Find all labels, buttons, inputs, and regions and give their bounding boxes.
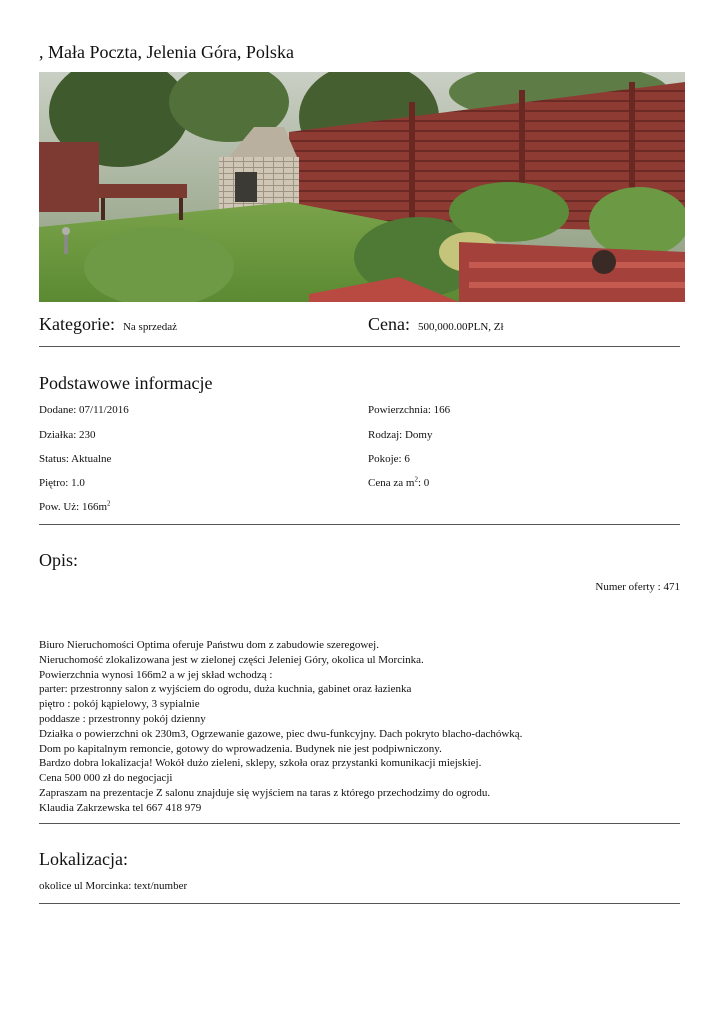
price-value: 500,000.00PLN, Zł	[418, 321, 504, 333]
divider	[39, 524, 680, 525]
price-per-m2-sup: 2	[414, 475, 418, 484]
description-line: Bardzo dobra lokalizacja! Wokół dużo zieleni, sklepy, szkoła oraz przystanki komunikacji miejskiej.	[39, 757, 482, 770]
description-line: poddasze : przestronny pokój dzienny	[39, 712, 206, 725]
divider	[39, 823, 680, 824]
category	[39, 314, 177, 335]
property-type: Rodzaj: Domy	[368, 429, 433, 441]
floor: Piętro: 1.0	[39, 477, 85, 489]
description-line: Działka o powierzchni ok 230m3, Ogrzewanie gazowe, piec dwu-funkcyjny. Dach pokryto blacho-dachówką.	[39, 727, 523, 740]
garden-photo	[39, 72, 685, 302]
description-line: Zapraszam na prezentacje Z salonu znajduje się wyjściem na taras z którego przechodzimy do ogrodu.	[39, 786, 491, 799]
category-label: Kategorie:	[39, 314, 115, 334]
description-heading: Opis:	[39, 550, 79, 570]
price	[368, 314, 504, 335]
area: Powierzchnia: 166	[368, 404, 451, 416]
description-line: piętro : pokój kąpielowy, 3 sypialnie	[39, 698, 200, 711]
summary-row	[39, 314, 680, 338]
description-text	[39, 638, 679, 816]
price-per-m2-prefix: Cena za m	[368, 477, 415, 489]
description-line: Cena 500 000 zł do negocjacji	[39, 772, 173, 785]
plot: Działka: 230	[39, 429, 96, 441]
usable-area-prefix: Pow. Uż: 166m	[39, 501, 108, 513]
price-label: Cena:	[368, 314, 410, 334]
usable-area-sup: 2	[107, 499, 111, 508]
location-text: okolice ul Morcinka: text/number	[39, 880, 188, 892]
description-line: Biuro Nieruchomości Optima oferuje Państwu dom z zabudowie szeregowej.	[39, 639, 379, 651]
rooms: Pokoje: 6	[368, 453, 410, 465]
divider	[39, 346, 680, 347]
status: Status: Aktualne	[39, 453, 112, 465]
description-line: Klaudia Zakrzewska tel 667 418 979	[39, 801, 202, 814]
description-line: parter: przestronny salon z wyjściem do ogrodu, duża kuchnia, gabinet oraz łazienka	[39, 683, 412, 696]
divider	[39, 903, 680, 904]
price-per-m2	[368, 477, 429, 489]
price-per-m2-value: : 0	[417, 477, 430, 489]
description-line: Powierzchnia wynosi 166m2 a w jej skład wchodzą :	[39, 668, 273, 681]
description-line: Dom po kapitalnym remoncie, gotowy do wprowadzenia. Budynek nie jest podpiwniczony.	[39, 742, 442, 755]
offer-number: Numer oferty : 471	[595, 581, 680, 593]
basic-info-heading: Podstawowe informacje	[39, 373, 213, 393]
page-title: , Mała Poczta, Jelenia Góra, Polska	[39, 42, 294, 62]
added-date: Dodane: 07/11/2016	[39, 404, 129, 416]
description-line: Nieruchomość zlokalizowana jest w zielonej części Jeleniej Góry, okolica ul Morcinka.	[39, 653, 424, 666]
location-heading: Lokalizacja:	[39, 849, 128, 869]
usable-area	[39, 501, 111, 513]
category-value: Na sprzedaż	[122, 321, 178, 333]
